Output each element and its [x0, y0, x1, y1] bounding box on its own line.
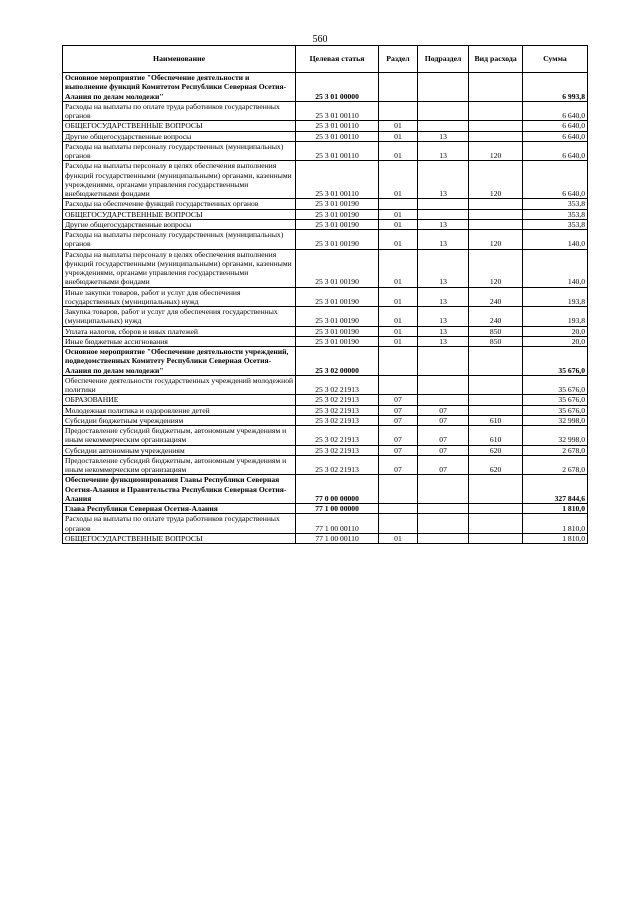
row-code: 25 3 01 00110 [296, 101, 379, 121]
row-sum: 193,8 [522, 307, 587, 327]
row-subsection [417, 375, 468, 395]
row-code: 25 3 01 00190 [296, 230, 379, 250]
row-section [379, 73, 418, 102]
row-code: 77 1 00 00000 [296, 504, 379, 514]
row-code: 25 3 02 21913 [296, 405, 379, 415]
row-subsection [417, 121, 468, 131]
row-name: Уплата налогов, сборов и иных платежей [63, 326, 296, 336]
row-code: 25 3 01 00190 [296, 209, 379, 219]
row-code: 25 3 02 21913 [296, 445, 379, 455]
row-expense-type: 120 [469, 249, 523, 287]
row-section: 01 [379, 131, 418, 141]
row-code: 25 3 02 21913 [296, 455, 379, 475]
table-row [63, 336, 588, 346]
row-code: 25 3 01 00190 [296, 326, 379, 336]
table-row [63, 131, 588, 141]
header-expense-type: Вид расхода [469, 46, 523, 73]
table-row [63, 101, 588, 121]
row-subsection: 13 [417, 219, 468, 229]
row-section [379, 504, 418, 514]
row-section: 07 [379, 395, 418, 405]
table-row [63, 161, 588, 199]
row-sum: 6 640,0 [522, 161, 587, 199]
row-expense-type: 620 [469, 445, 523, 455]
row-code: 77 1 00 00110 [296, 533, 379, 543]
row-subsection: 13 [417, 287, 468, 307]
row-sum: 35 676,0 [522, 375, 587, 395]
row-code: 25 3 01 00110 [296, 131, 379, 141]
row-expense-type [469, 73, 523, 102]
row-subsection [417, 475, 468, 504]
row-expense-type: 240 [469, 307, 523, 327]
row-expense-type: 850 [469, 326, 523, 336]
row-section: 07 [379, 445, 418, 455]
row-subsection: 13 [417, 336, 468, 346]
table-row [63, 405, 588, 415]
table-row [63, 504, 588, 514]
row-sum: 353,8 [522, 209, 587, 219]
row-expense-type [469, 514, 523, 534]
row-section: 01 [379, 326, 418, 336]
row-sum: 32 998,0 [522, 426, 587, 446]
row-expense-type [469, 101, 523, 121]
table-row [63, 347, 588, 376]
row-section: 01 [379, 141, 418, 161]
row-subsection: 13 [417, 131, 468, 141]
row-code: 25 3 01 00190 [296, 336, 379, 346]
row-subsection [417, 504, 468, 514]
row-name: ОБЩЕГОСУДАРСТВЕННЫЕ ВОПРОСЫ [63, 533, 296, 543]
row-subsection: 13 [417, 230, 468, 250]
row-expense-type [469, 504, 523, 514]
row-subsection [417, 101, 468, 121]
row-subsection: 07 [417, 445, 468, 455]
table-row [63, 326, 588, 336]
row-expense-type [469, 121, 523, 131]
row-name: Предоставление субсидий бюджетным, автономным учреждениям и иным некоммерческим организациям [63, 426, 296, 446]
row-expense-type: 610 [469, 426, 523, 446]
row-sum: 1 810,0 [522, 533, 587, 543]
row-name: Расходы на выплаты по оплате труда работников государственных органов [63, 514, 296, 534]
row-name: ОБЩЕГОСУДАРСТВЕННЫЕ ВОПРОСЫ [63, 121, 296, 131]
row-section [379, 347, 418, 376]
row-subsection [417, 347, 468, 376]
row-code: 25 3 01 00110 [296, 141, 379, 161]
row-code: 25 3 02 21913 [296, 426, 379, 446]
row-section: 01 [379, 287, 418, 307]
row-name: Расходы на выплаты персоналу в целях обеспечения выполнения функций государственными (муниципальными) органами, казенными учреждениями, органами управления государственными внебюджетными фондами [63, 161, 296, 199]
row-name: ОБРАЗОВАНИЕ [63, 395, 296, 405]
header-sum: Сумма [522, 46, 587, 73]
table-row [63, 209, 588, 219]
table-row [63, 307, 588, 327]
budget-table [62, 45, 588, 544]
row-code: 25 3 01 00110 [296, 161, 379, 199]
table-row [63, 249, 588, 287]
table-row [63, 475, 588, 504]
row-sum: 353,8 [522, 199, 587, 209]
row-section [379, 375, 418, 395]
row-expense-type: 850 [469, 336, 523, 346]
row-expense-type [469, 395, 523, 405]
row-code: 25 3 01 00190 [296, 199, 379, 209]
row-name: Обеспечение деятельности государственных учреждений молодежной политики [63, 375, 296, 395]
row-sum: 140,0 [522, 230, 587, 250]
row-sum: 193,8 [522, 287, 587, 307]
row-sum: 327 844,6 [522, 475, 587, 504]
row-name: Основное мероприятие "Обеспечение деятельности и выполнение функций Комитетом Республики Северная Осетия-Алания по делам молодежи" [63, 73, 296, 102]
row-name: Основное мероприятие "Обеспечение деятельности учреждений, подведомственных Комитету Республики Северная Осетия-Алания по делам молодежи" [63, 347, 296, 376]
row-name: Молодежная политика и оздоровление детей [63, 405, 296, 415]
table-row [63, 445, 588, 455]
row-subsection [417, 514, 468, 534]
row-section: 01 [379, 219, 418, 229]
header-section: Раздел [379, 46, 418, 73]
row-subsection: 07 [417, 426, 468, 446]
row-name: Обеспечение функционирования Главы Республики Северная Осетия-Алания и Правительства Республики Северная Осетия-Алания [63, 475, 296, 504]
row-section: 01 [379, 336, 418, 346]
row-section [379, 101, 418, 121]
row-expense-type: 240 [469, 287, 523, 307]
row-sum: 6 640,0 [522, 131, 587, 141]
table-row [63, 121, 588, 131]
row-subsection: 07 [417, 455, 468, 475]
row-code: 25 3 02 21913 [296, 415, 379, 425]
row-code: 25 3 01 00190 [296, 249, 379, 287]
row-subsection [417, 395, 468, 405]
row-sum: 2 678,0 [522, 445, 587, 455]
row-code: 25 3 02 21913 [296, 375, 379, 395]
table-row [63, 219, 588, 229]
table-row [63, 455, 588, 475]
row-code: 77 1 00 00110 [296, 514, 379, 534]
row-code: 25 3 02 00000 [296, 347, 379, 376]
row-name: Субсидии автономным учреждениям [63, 445, 296, 455]
row-subsection: 07 [417, 405, 468, 415]
row-name: Глава Республики Северная Осетия-Алания [63, 504, 296, 514]
row-name: Расходы на выплаты персоналу в целях обеспечения выполнения функций государственными (муниципальными) органами, казенными учреждениями, органами управления государственными внебюджетными фондами [63, 249, 296, 287]
row-section: 07 [379, 415, 418, 425]
row-sum: 35 676,0 [522, 405, 587, 415]
row-name: Иные бюджетные ассигнования [63, 336, 296, 346]
row-name: Расходы на выплаты персоналу государственных (муниципальных) органов [63, 230, 296, 250]
table-row [63, 514, 588, 534]
table-row [63, 533, 588, 543]
table-row [63, 375, 588, 395]
row-section: 01 [379, 230, 418, 250]
row-expense-type: 620 [469, 455, 523, 475]
row-subsection: 13 [417, 326, 468, 336]
row-subsection [417, 73, 468, 102]
row-subsection [417, 533, 468, 543]
row-sum: 32 998,0 [522, 415, 587, 425]
row-code: 77 0 00 00000 [296, 475, 379, 504]
row-code: 25 3 01 00110 [296, 121, 379, 131]
row-expense-type [469, 347, 523, 376]
row-expense-type [469, 533, 523, 543]
row-code: 25 3 01 00190 [296, 307, 379, 327]
row-sum: 6 640,0 [522, 101, 587, 121]
row-expense-type: 120 [469, 230, 523, 250]
row-section: 01 [379, 209, 418, 219]
row-name: Расходы на выплаты персоналу государственных (муниципальных) органов [63, 141, 296, 161]
row-section: 01 [379, 307, 418, 327]
row-expense-type: 120 [469, 141, 523, 161]
page-number: 560 [312, 34, 328, 45]
row-section: 07 [379, 455, 418, 475]
row-sum: 2 678,0 [522, 455, 587, 475]
row-sum: 20,0 [522, 326, 587, 336]
row-subsection: 13 [417, 307, 468, 327]
row-sum: 140,0 [522, 249, 587, 287]
row-name: Иные закупки товаров, работ и услуг для обеспечения государственных (муниципальных) нужд [63, 287, 296, 307]
row-code: 25 3 02 21913 [296, 395, 379, 405]
row-expense-type [469, 199, 523, 209]
row-section: 01 [379, 161, 418, 199]
row-subsection: 13 [417, 249, 468, 287]
row-name: Предоставление субсидий бюджетным, автономным учреждениям и иным некоммерческим организациям [63, 455, 296, 475]
row-section: 07 [379, 405, 418, 415]
row-sum: 1 810,0 [522, 514, 587, 534]
row-section: 01 [379, 121, 418, 131]
row-sum: 353,8 [522, 219, 587, 229]
row-name: Закупка товаров, работ и услуг для обеспечения государственных (муниципальных) нужд [63, 307, 296, 327]
row-section [379, 514, 418, 534]
table-header-row [63, 46, 588, 73]
row-subsection: 13 [417, 161, 468, 199]
row-sum: 6 993,8 [522, 73, 587, 102]
row-expense-type [469, 219, 523, 229]
row-expense-type: 120 [469, 161, 523, 199]
table-row [63, 395, 588, 405]
header-name: Наименование [63, 46, 296, 73]
row-code: 25 3 01 00000 [296, 73, 379, 102]
table-row [63, 415, 588, 425]
row-name: Расходы на обеспечение функций государственных органов [63, 199, 296, 209]
row-code: 25 3 01 00190 [296, 287, 379, 307]
row-sum: 20,0 [522, 336, 587, 346]
row-subsection: 07 [417, 415, 468, 425]
row-section [379, 475, 418, 504]
header-subsection: Подраздел [417, 46, 468, 73]
row-sum: 35 676,0 [522, 347, 587, 376]
table-row [63, 426, 588, 446]
row-section: 01 [379, 249, 418, 287]
table-row [63, 230, 588, 250]
row-name: Субсидии бюджетным учреждениям [63, 415, 296, 425]
row-name: Другие общегосударственные вопросы [63, 131, 296, 141]
row-expense-type: 610 [469, 415, 523, 425]
row-expense-type [469, 375, 523, 395]
row-section: 07 [379, 426, 418, 446]
row-expense-type [469, 209, 523, 219]
row-name: Другие общегосударственные вопросы [63, 219, 296, 229]
row-name: Расходы на выплаты по оплате труда работников государственных органов [63, 101, 296, 121]
row-expense-type [469, 475, 523, 504]
table-row [63, 141, 588, 161]
row-code: 25 3 01 00190 [296, 219, 379, 229]
table-row [63, 287, 588, 307]
row-section [379, 199, 418, 209]
header-code: Целевая статья [296, 46, 379, 73]
table-row [63, 73, 588, 102]
row-expense-type [469, 131, 523, 141]
table-row [63, 199, 588, 209]
row-name: ОБЩЕГОСУДАРСТВЕННЫЕ ВОПРОСЫ [63, 209, 296, 219]
row-subsection [417, 199, 468, 209]
row-sum: 35 676,0 [522, 395, 587, 405]
row-expense-type [469, 405, 523, 415]
row-sum: 1 810,0 [522, 504, 587, 514]
row-sum: 6 640,0 [522, 141, 587, 161]
row-section: 01 [379, 533, 418, 543]
row-subsection: 13 [417, 141, 468, 161]
row-sum: 6 640,0 [522, 121, 587, 131]
row-subsection [417, 209, 468, 219]
